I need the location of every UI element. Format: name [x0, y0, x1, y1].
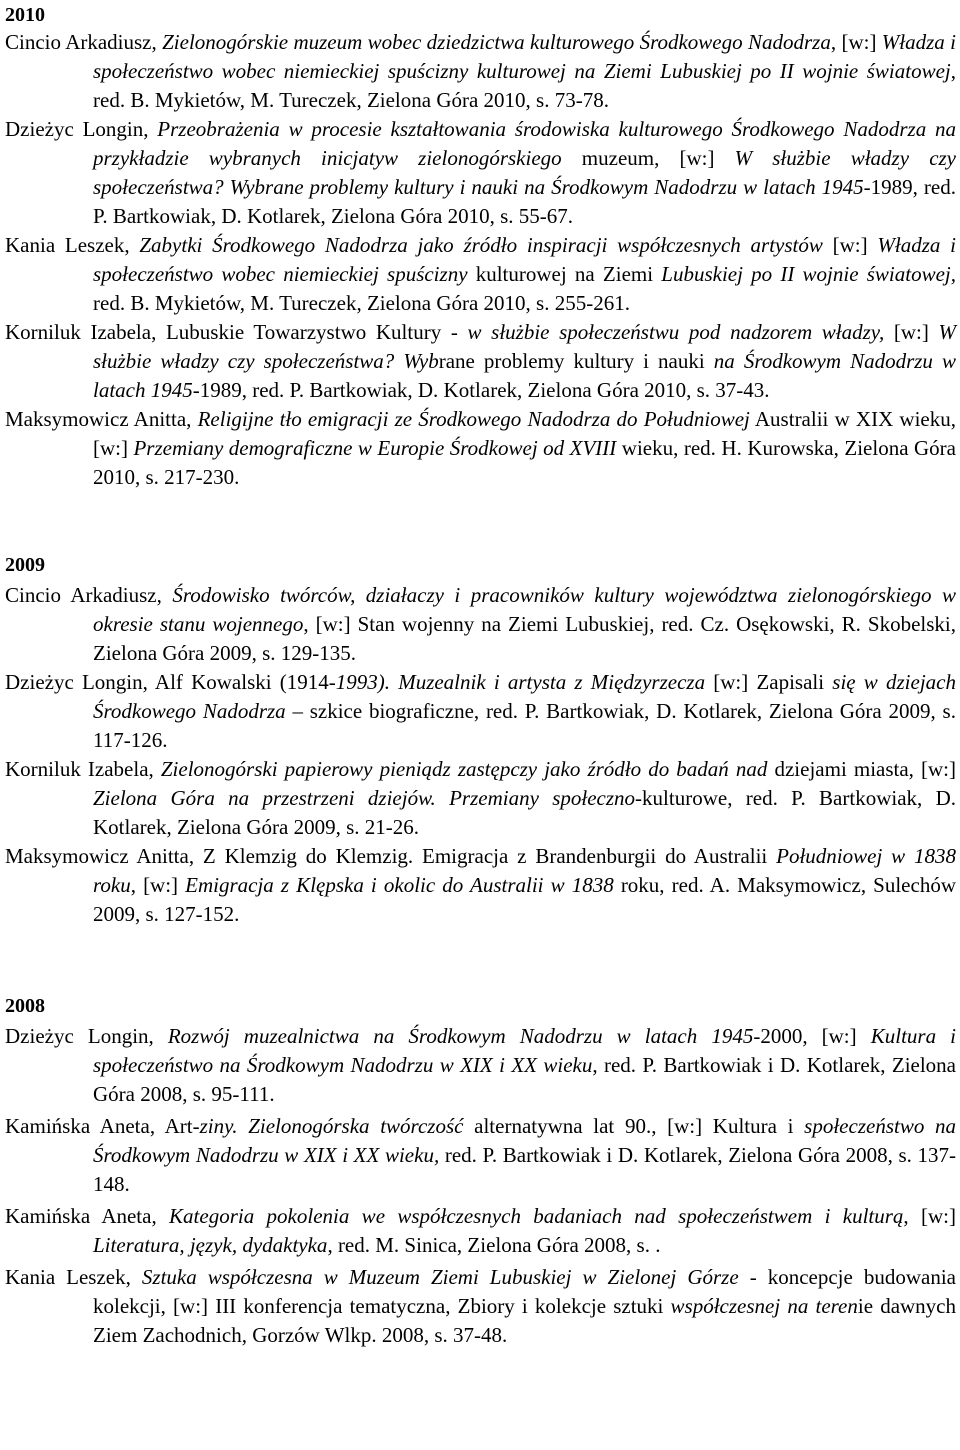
bibliography-entry — [5, 1112, 956, 1199]
entry-title-segment: ziny. Zielonogórska twórczość — [199, 1114, 464, 1138]
entry-text-segment: , [w:] Stan wojenny na Ziemi Lubuskiej, red. Cz. Osękowski, R. Skobelski, Zielona Góra 2009, s. 129-135. — [93, 612, 956, 665]
entry-title-segment: Emigracja z Klępska i okolic do Australii w 1838 — [185, 873, 614, 897]
entry-title-segment: Religijne tło emigracji ze Środkowego Nadodrza do Południowej — [197, 407, 750, 431]
entry-title-segment: Zielonogórski papierowy pieniądz zastępczy jako źródło do badań nad — [160, 757, 768, 781]
entry-text-segment: , red. P. Bartkowiak i D. Kotlarek, Zielona Góra 2008, s. 95-111. — [93, 1053, 956, 1106]
entry-text-segment: Dzieżyc Longin, — [5, 117, 158, 141]
entry-text-segment: [w:] — [884, 320, 939, 344]
bibliography-entry — [5, 1263, 956, 1350]
entry-text-segment: red. B. Mykietów, M. Tureczek, Zielona Góra 2010, s. 255-261. — [93, 291, 630, 315]
bibliography-entry — [5, 581, 956, 668]
entry-title-segment: 1993). Muzealnik i artysta z Międzyrzecza — [335, 670, 706, 694]
entry-text-segment: Maksymowicz Anitta, — [5, 407, 198, 431]
bibliography-entry — [5, 668, 956, 755]
bibliography-entry — [5, 842, 956, 929]
entry-text-segment: , [w:] — [130, 873, 186, 897]
bibliography-entry — [5, 1202, 956, 1260]
bibliography-entry — [5, 115, 956, 231]
entry-title-segment: Środowisko twórców, działaczy i pracowników kultury województwa zielonogórskiego w okresie stanu wojennego — [93, 583, 956, 636]
entry-title-segment: na Środkowym Nadodrzu w latach 1945 — [93, 349, 956, 402]
entry-title-segment: współczesnej na teren — [670, 1294, 858, 1318]
entry-text-segment: [w:] Zapisali — [705, 670, 833, 694]
entry-text-segment: kulturowe, red. P. Bartkowiak, D. Kotlarek, Zielona Góra 2009, s. 21-26. — [93, 786, 956, 839]
entry-text-segment: rane problemy kultury i nauki — [438, 349, 714, 373]
entry-text-segment: wieku, red. H. Kurowska, Zielona Góra 2010, s. 217-230. — [93, 436, 956, 489]
entry-text-segment: dziejami miasta, [w:] — [767, 757, 956, 781]
entry-text-segment: Cincio Arkadiusz, — [5, 583, 173, 607]
entry-text-segment: , [w:] — [903, 1204, 956, 1228]
entry-text-segment: Cincio Arkadiusz, — [5, 30, 163, 54]
entry-title-segment: społeczeństwo na Środkowym Nadodrzu w XIX i XX wieku, — [93, 1114, 957, 1167]
entry-text-segment: Kamińska Aneta, Art- — [5, 1114, 200, 1138]
entry-text-segment: -2000, [w:] — [753, 1024, 871, 1048]
bibliography-entry — [5, 405, 956, 492]
entry-title-segment: Władza i społeczeństwo wobec niemieckiej spuścizny kulturowej na Ziemi Lubuskiej po II wojnie światowej — [93, 30, 956, 83]
bibliography-entry — [5, 1022, 956, 1109]
entry-title-segment: Zielona Góra na przestrzeni dziejów. Przemiany społeczno- — [93, 786, 643, 810]
entry-text-segment: Korniluk Izabela, — [5, 757, 161, 781]
entry-title-segment: Sztuka współczesna w Muzeum Ziemi Lubuskiej w Zielonej Górze — [141, 1265, 739, 1289]
entry-title-segment: Południowej w 1838 roku — [93, 844, 956, 897]
entry-text-segment: Australii w XIX wieku, [w:] — [93, 407, 956, 460]
entry-text-segment: alternatywna lat 90., [w:] Kultura i — [463, 1114, 805, 1138]
entry-text-segment: -1989, red. P. Bartkowiak, D. Kotlarek, Zielona Góra 2010, s. 37-43. — [192, 378, 770, 402]
entry-text-segment: , [w:] — [830, 30, 882, 54]
entry-text-segment: , red. B. Mykietów, M. Tureczek, Zielona Góra 2010, s. 73-78. — [93, 59, 956, 112]
year-heading: 2008 — [5, 995, 45, 1017]
entry-title-segment: Rozwój muzealnictwa na Środkowym Nadodrzu w latach 1945 — [167, 1024, 754, 1048]
year-heading: 2010 — [5, 4, 45, 26]
entry-text-segment: – szkice biograficzne, red. P. Bartkowiak, D. Kotlarek, Zielona Góra 2009, s. 117-126. — [93, 699, 956, 752]
entry-title-segment: się w dziejach Środkowego Nadodrza — [93, 670, 956, 723]
entry-text-segment: ie dawnych Ziem Zachodnich, Gorzów Wlkp. 2008, s. 37-48. — [93, 1294, 956, 1347]
entry-title-segment: Kategoria pokolenia we współczesnych badaniach nad społeczeństwem i kulturą — [169, 1204, 904, 1228]
bibliography-entry — [5, 755, 956, 842]
entry-text-segment: Kania Leszek, — [5, 233, 140, 257]
entry-title-segment: Zielonogórskie muzeum wobec dziedzictwa kulturowego Środkowego Nadodrza — [162, 30, 831, 54]
bibliography-page — [0, 2, 960, 1350]
entry-title-segment: Władza i społeczeństwo wobec niemieckiej spuścizny — [93, 233, 956, 286]
year-section-2010 — [5, 2, 956, 492]
entry-title-segment: Przeobrażenia w procesie kształtowania środowiska kulturowego Środkowego Nadodrza na przykładzie wybranych inicjatyw zielonogórskiego — [93, 117, 956, 170]
year-heading: 2009 — [5, 554, 45, 576]
entry-text-segment: kulturowej na Ziemi — [467, 262, 662, 286]
entry-text-segment: Dzieżyc Longin, Alf Kowalski (1914- — [5, 670, 336, 694]
entry-text-segment: Kamińska Aneta, — [5, 1204, 170, 1228]
entry-text-segment: muzeum, [w:] — [561, 146, 735, 170]
entry-title-segment: Zabytki Środkowego Nadodrza jako źródło inspiracji współczesnych artystów — [139, 233, 823, 257]
year-section-2009 — [5, 552, 956, 929]
bibliography-entry — [5, 231, 956, 318]
entry-text-segment: roku, red. A. Maksymowicz, Sulechów 2009, s. 127-152. — [93, 873, 956, 926]
entry-title-segment: Literatura, język, dydaktyka — [93, 1233, 328, 1257]
entry-text-segment: Korniluk Izabela, Lubuskie Towarzystwo Kultury - — [5, 320, 468, 344]
entry-text-segment: Maksymowicz Anitta, Z Klemzig do Klemzig. Emigracja z Brandenburgii do Australii — [5, 844, 777, 868]
entry-title-segment: Kultura i społeczeństwo na Środkowym Nadodrzu w XIX i XX wieku — [93, 1024, 956, 1077]
entry-title-segment: W służbie władzy czy społeczeństwa? Wybrane problemy kultury i nauki na Środkowym Nadodrzu w latach 1945 — [93, 146, 957, 199]
entry-text-segment: Kania Leszek, — [5, 1265, 142, 1289]
entry-text-segment: [w:] — [822, 233, 878, 257]
entry-text-segment: Dzieżyc Longin, — [5, 1024, 168, 1048]
bibliography-entry — [5, 28, 956, 115]
entry-title-segment: Przemiany demograficzne w Europie Środkowej od XVIII — [133, 436, 617, 460]
bibliography-entry — [5, 318, 956, 405]
entry-text-segment: , red. M. Sinica, Zielona Góra 2008, s. . — [327, 1233, 661, 1257]
entry-title-segment: W służbie władzy czy społeczeństwa? Wyb — [93, 320, 956, 373]
entry-text-segment: - koncepcje budowania kolekcji, [w:] III konferencja tematyczna, Zbiory i kolekcje sztuki — [93, 1265, 956, 1318]
entry-title-segment: w służbie społeczeństwu pod nadzorem władzy, — [467, 320, 885, 344]
entry-text-segment: -1989, red. P. Bartkowiak, D. Kotlarek, Zielona Góra 2010, s. 55-67. — [93, 175, 956, 228]
entry-title-segment: Lubuskiej po II wojnie światowej, — [661, 262, 956, 286]
entry-text-segment: red. P. Bartkowiak i D. Kotlarek, Zielona Góra 2008, s. 137-148. — [93, 1143, 956, 1196]
year-section-2008 — [5, 993, 956, 1350]
